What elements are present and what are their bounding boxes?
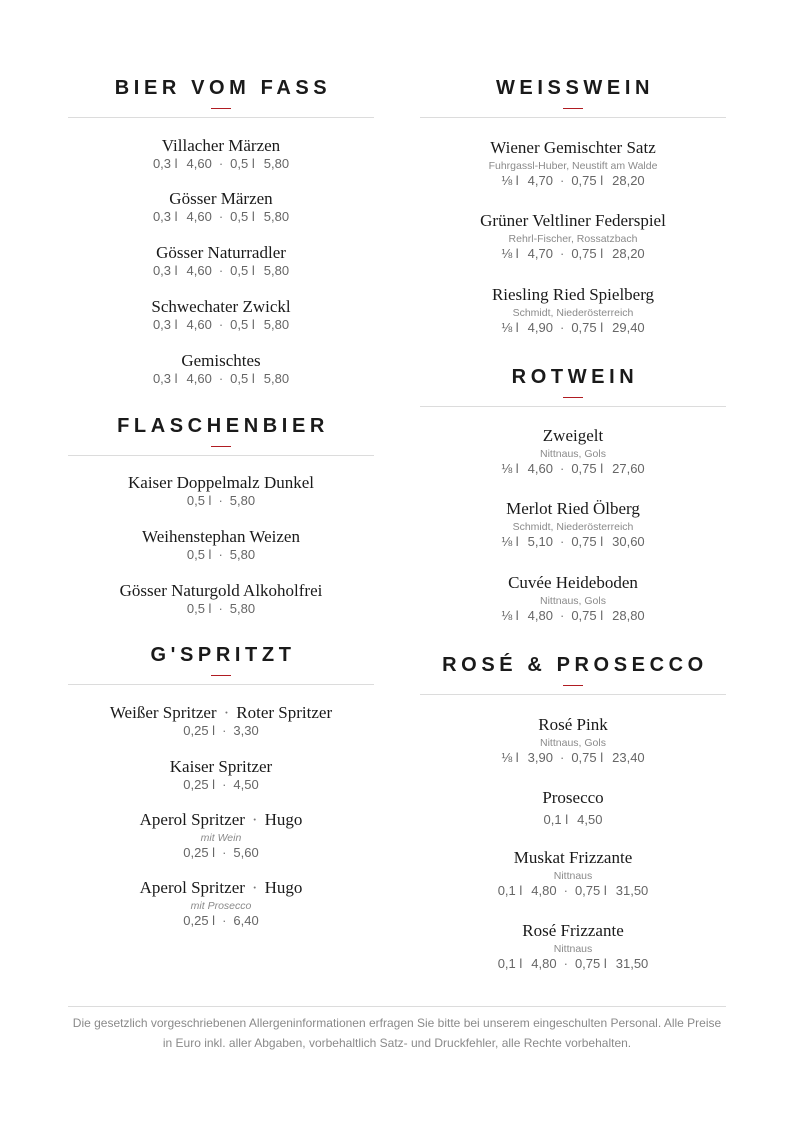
- menu-item-villacher-maerzen: [68, 136, 374, 172]
- item-name: Weihenstephan Weizen: [142, 527, 300, 546]
- accent-line: [211, 446, 231, 447]
- item-price: 0,3 l 4,60 · 0,5 l 5,80: [152, 156, 290, 171]
- section-title: BIER VOM FASS: [114, 77, 332, 99]
- item-price: ⅛ l 5,10 · 0,75 l 30,60: [501, 534, 645, 549]
- menu-item-schwechater-zwickl: [68, 297, 374, 333]
- footer-divider: [68, 1006, 726, 1007]
- menu-item-kaiser-spritzer: [68, 757, 374, 793]
- section-divider: [420, 406, 726, 407]
- section-rotwein: [420, 366, 726, 407]
- menu-item-gruener-veltliner: [420, 211, 726, 262]
- item-price: 0,3 l 4,60 · 0,5 l 5,80: [152, 371, 290, 386]
- menu-item-merlot-oelberg: [420, 499, 726, 550]
- item-price: 0,1 l 4,50: [543, 812, 603, 827]
- item-price: 0,5 l · 5,80: [186, 493, 256, 508]
- section-title: G'SPRITZT: [150, 644, 296, 666]
- section-title: ROSÉ & PROSECCO: [442, 654, 708, 676]
- section-title: FLASCHENBIER: [117, 415, 329, 437]
- item-name: Grüner Veltliner Federspiel: [480, 211, 666, 230]
- section-bier-vom-fass: [68, 77, 374, 118]
- section-title: WEISSWEIN: [495, 77, 655, 99]
- accent-line: [211, 108, 231, 109]
- item-name: Gösser Naturradler: [156, 243, 286, 262]
- menu-item-spritzer-weiss-rot: [68, 703, 374, 739]
- footer-line-2: in Euro inkl. aller Abgaben, vorbehaltlich Satz- und Druckfehler, alle Rechte vorbehalten.: [162, 1036, 632, 1050]
- item-price: ⅛ l 4,70 · 0,75 l 28,20: [501, 246, 645, 261]
- item-name: Kaiser Doppelmalz Dunkel: [128, 473, 314, 492]
- item-name: Rosé Frizzante: [522, 921, 624, 940]
- item-price: 0,25 l · 3,30: [183, 723, 259, 738]
- item-name: Gösser Märzen: [169, 189, 273, 208]
- item-name: Villacher Märzen: [161, 136, 281, 155]
- section-weisswein: [420, 77, 726, 118]
- item-price: 0,1 l 4,80 · 0,75 l 31,50: [497, 956, 649, 971]
- section-title: ROTWEIN: [511, 366, 639, 388]
- footer-line-1: Die gesetzlich vorgeschriebenen Allergeninformationen erfragen Sie bitte bei unserem eingeschulten Personal. Alle Preise: [72, 1016, 722, 1030]
- item-name: Gemischtes: [181, 351, 261, 370]
- section-divider: [420, 694, 726, 695]
- item-name: Schwechater Zwickl: [151, 297, 291, 316]
- item-price: 0,25 l · 4,50: [183, 777, 259, 792]
- item-price: ⅛ l 4,90 · 0,75 l 29,40: [501, 320, 645, 335]
- menu-item-prosecco: [420, 788, 726, 828]
- item-name: Zweigelt: [542, 426, 604, 445]
- menu-item-kaiser-doppelmalz: [68, 473, 374, 509]
- item-price: ⅛ l 4,60 · 0,75 l 27,60: [501, 461, 645, 476]
- item-price: ⅛ l 4,70 · 0,75 l 28,20: [501, 173, 645, 188]
- item-name: Muskat Frizzante: [513, 848, 633, 867]
- menu-item-wiener-gemischter-satz: [420, 138, 726, 189]
- item-name: Merlot Ried Ölberg: [506, 499, 640, 518]
- item-price: ⅛ l 4,80 · 0,75 l 28,80: [501, 608, 645, 623]
- item-price: 0,3 l 4,60 · 0,5 l 5,80: [152, 209, 290, 224]
- section-divider: [420, 117, 726, 118]
- menu-item-cuvee-heideboden: [420, 573, 726, 624]
- item-name: Prosecco: [542, 788, 604, 807]
- item-origin: Schmidt, Niederösterreich: [512, 521, 634, 533]
- menu-item-aperol-hugo-wein: [68, 810, 374, 861]
- menu-item-weihenstephan-weizen: [68, 527, 374, 563]
- item-name: Kaiser Spritzer: [169, 757, 273, 776]
- menu-item-rose-pink: [420, 715, 726, 766]
- menu-item-goesser-naturgold: [68, 581, 374, 617]
- section-gspritzt: [68, 644, 374, 685]
- menu-item-zweigelt: [420, 426, 726, 477]
- section-divider: [68, 684, 374, 685]
- item-name: Aperol Spritzer · Hugo: [139, 810, 303, 829]
- item-name: Cuvée Heideboden: [508, 573, 638, 592]
- menu-item-muskat-frizzante: [420, 848, 726, 899]
- accent-line: [563, 397, 583, 398]
- section-rose-prosecco: [420, 654, 726, 695]
- section-divider: [68, 117, 374, 118]
- accent-line: [563, 108, 583, 109]
- item-name: Aperol Spritzer · Hugo: [139, 878, 303, 897]
- item-note: mit Prosecco: [190, 900, 252, 912]
- item-name: Rosé Pink: [538, 715, 608, 734]
- item-price: 0,5 l · 5,80: [186, 601, 256, 616]
- item-price: 0,25 l · 5,60: [183, 845, 259, 860]
- item-origin: Nittnaus, Gols: [540, 448, 606, 460]
- item-price: 0,3 l 4,60 · 0,5 l 5,80: [152, 317, 290, 332]
- menu-item-rose-frizzante: [420, 921, 726, 972]
- section-flaschenbier: [68, 415, 374, 456]
- item-origin: Nittnaus, Gols: [540, 737, 606, 749]
- item-name: Weißer Spritzer · Roter Spritzer: [109, 703, 333, 722]
- item-origin: Nittnaus: [553, 943, 593, 955]
- menu-item-gemischtes: [68, 351, 374, 387]
- menu-item-goesser-maerzen: [68, 189, 374, 225]
- item-origin: Rehrl-Fischer, Rossatzbach: [508, 233, 638, 245]
- item-price: ⅛ l 3,90 · 0,75 l 23,40: [501, 750, 645, 765]
- item-price: 0,1 l 4,80 · 0,75 l 31,50: [497, 883, 649, 898]
- item-price: 0,25 l · 6,40: [183, 913, 259, 928]
- accent-line: [211, 675, 231, 676]
- menu-item-aperol-hugo-prosecco: [68, 878, 374, 929]
- menu-item-riesling-spielberg: [420, 285, 726, 336]
- item-origin: Schmidt, Niederösterreich: [512, 307, 634, 319]
- item-name: Gösser Naturgold Alkoholfrei: [119, 581, 323, 600]
- item-price: 0,3 l 4,60 · 0,5 l 5,80: [152, 263, 290, 278]
- section-divider: [68, 455, 374, 456]
- item-note: mit Wein: [200, 832, 242, 844]
- item-origin: Nittnaus, Gols: [540, 595, 606, 607]
- item-price: 0,5 l · 5,80: [186, 547, 256, 562]
- item-name: Wiener Gemischter Satz: [490, 138, 656, 157]
- item-name: Riesling Ried Spielberg: [491, 285, 655, 304]
- item-origin: Fuhrgassl-Huber, Neustift am Walde: [488, 160, 658, 172]
- footer-disclaimer: [68, 1013, 726, 1053]
- menu-item-goesser-naturradler: [68, 243, 374, 279]
- item-origin: Nittnaus: [553, 870, 593, 882]
- accent-line: [563, 685, 583, 686]
